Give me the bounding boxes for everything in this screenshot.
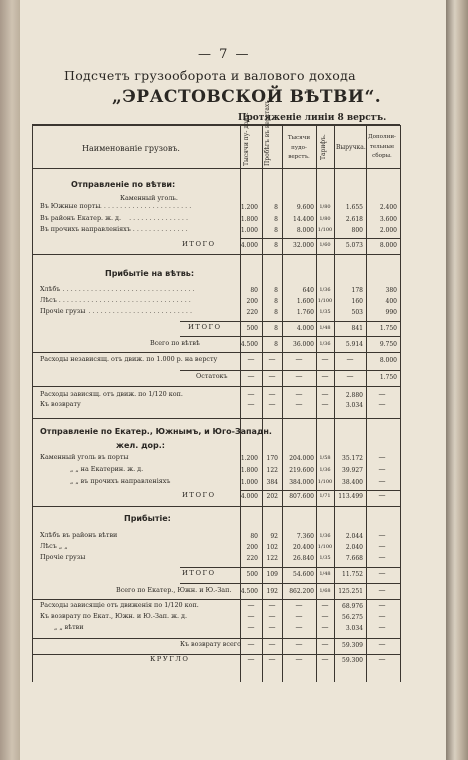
empty-cell: — — [321, 640, 329, 648]
column-header-extra-fees: Дополни- тельные сборы. — [368, 134, 396, 159]
value-cell: 36.000 — [293, 341, 314, 348]
value-cell: 4.000 — [240, 242, 258, 249]
empty-cell: — — [268, 612, 276, 620]
value-cell: 1.800 — [240, 216, 258, 223]
section-heading-arrival: Прибытiе на вѣтвь: — [105, 269, 195, 278]
value-cell: 2.044 — [345, 533, 363, 540]
row-label: Всего по Екатер., Южн. и Ю.-Зап. — [116, 586, 232, 594]
tariff-cell: 1/60 — [319, 242, 331, 248]
row-label: Къ возврату по Екат., Южн. и Ю.-Зап. ж. д. — [40, 612, 187, 620]
row-label: Хлѣбъ — [40, 285, 61, 293]
section-heading-main-lines-2: жел. дор.: — [116, 441, 165, 450]
empty-cell: — — [268, 640, 276, 648]
document-title-branch: „ЭРАСТОВСКОЙ ВѢТВИ“. — [112, 87, 382, 107]
value-cell: 1.000 — [240, 479, 258, 486]
section-heading-dispatch: Отправленiе по вѣтви: — [71, 180, 176, 189]
empty-cell: — — [247, 355, 255, 363]
value-cell: 8 — [274, 287, 278, 294]
value-cell: 59.300 — [342, 657, 363, 664]
row-label: Къ возврату всего — [180, 640, 241, 648]
row-label: Хлѣбъ въ районъ вѣтви — [40, 531, 118, 539]
value-cell: 109 — [266, 571, 278, 578]
row-rule — [32, 599, 400, 600]
row-rule — [32, 352, 400, 353]
row-label: Лѣсъ „ „ — [40, 542, 68, 550]
tariff-cell: 1/36 — [319, 467, 331, 473]
column-header-tariff: Тарифъ. — [320, 134, 327, 160]
value-cell: 80 — [250, 287, 258, 294]
value-cell: 2.400 — [379, 204, 397, 211]
value-cell: 219.600 — [289, 467, 314, 474]
empty-cell: — — [378, 453, 386, 461]
row-rule — [32, 654, 400, 655]
empty-cell: — — [247, 640, 255, 648]
section-heading-main-lines: Отправленiе по Екатер., Южнымъ, и Юго-Западн. — [40, 427, 272, 436]
value-cell: 1.000 — [240, 227, 258, 234]
column-rule — [400, 125, 401, 682]
empty-cell: — — [295, 400, 303, 408]
value-cell: 7.668 — [345, 555, 363, 562]
value-cell: 8.000 — [296, 227, 314, 234]
book-binding-right — [446, 0, 468, 760]
empty-cell: — — [295, 390, 303, 398]
empty-cell: — — [268, 372, 276, 380]
value-cell: 640 — [302, 287, 314, 294]
row-label: Остатокъ — [196, 372, 228, 380]
value-cell: 384 — [266, 479, 278, 486]
value-cell: 200 — [246, 298, 258, 305]
value-cell: 1.200 — [240, 455, 258, 462]
value-cell: 35.172 — [342, 455, 363, 462]
row-rule — [180, 567, 400, 568]
empty-cell: — — [295, 355, 303, 363]
value-cell: 26.840 — [293, 555, 314, 562]
empty-cell: — — [295, 623, 303, 631]
value-cell: 3.600 — [379, 216, 397, 223]
value-cell: 990 — [385, 309, 397, 316]
table-header-rule — [32, 168, 400, 169]
line-length-note: Протяженiе линiи 8 верстъ. — [238, 113, 387, 123]
empty-cell: — — [378, 491, 386, 499]
value-cell: 39.927 — [342, 467, 363, 474]
value-cell: 59.309 — [342, 642, 363, 649]
value-cell: 807.600 — [289, 493, 314, 500]
value-cell: 178 — [351, 287, 363, 294]
tariff-cell: 1/36 — [319, 341, 331, 347]
value-cell: 4.500 — [240, 588, 258, 595]
value-cell: 102 — [266, 544, 278, 551]
value-cell: 204.000 — [289, 455, 314, 462]
leader-dots: . . . . . . . . . . . . . . . — [129, 214, 189, 222]
column-header-thousand-pud-versts: Тысячи пудо- верстъ. — [287, 135, 311, 160]
tariff-cell: 1/35 — [319, 309, 331, 315]
empty-cell: — — [268, 390, 276, 398]
row-rule — [180, 321, 400, 322]
empty-cell: — — [378, 601, 386, 609]
value-cell: 32.000 — [293, 242, 314, 249]
empty-cell: — — [321, 601, 329, 609]
value-cell: 8 — [274, 242, 278, 249]
value-cell: 8 — [274, 298, 278, 305]
empty-cell: — — [378, 400, 386, 408]
value-cell: 5.073 — [345, 242, 363, 249]
value-cell: 8.000 — [379, 242, 397, 249]
tariff-cell: 1/68 — [319, 588, 331, 594]
empty-cell: — — [378, 542, 386, 550]
value-cell: 3.034 — [345, 402, 363, 409]
value-cell: 9.750 — [379, 341, 397, 348]
value-cell: 1.760 — [296, 309, 314, 316]
value-cell: 1.750 — [379, 325, 397, 332]
empty-cell: — — [295, 372, 303, 380]
empty-cell: — — [295, 612, 303, 620]
value-cell: 68.976 — [342, 603, 363, 610]
tariff-cell: 1/80 — [319, 216, 331, 222]
row-rule — [240, 490, 400, 491]
empty-cell: — — [378, 623, 386, 631]
row-rule — [180, 583, 400, 584]
page-number: — 7 — — [198, 47, 251, 62]
tariff-cell: 1/100 — [317, 298, 333, 304]
value-cell: 8 — [274, 341, 278, 348]
value-cell: 20.400 — [293, 544, 314, 551]
tariff-cell: 1/48 — [319, 325, 331, 331]
value-cell: 503 — [351, 309, 363, 316]
empty-cell: — — [378, 586, 386, 594]
value-cell: 8 — [274, 204, 278, 211]
row-label: Въ прочихъ направленiяхъ — [40, 225, 131, 233]
value-cell: 80 — [250, 533, 258, 540]
table-top-rule — [32, 124, 400, 126]
row-rule — [180, 370, 400, 371]
row-label: Расходы независящ. отъ движ. по 1.000 р. на версту — [40, 355, 218, 363]
row-label: Лѣсъ — [40, 296, 57, 304]
value-cell: 9.600 — [296, 204, 314, 211]
value-cell: 113.499 — [338, 493, 363, 500]
empty-cell: — — [321, 612, 329, 620]
empty-cell: — — [378, 569, 386, 577]
value-cell: 122 — [266, 555, 278, 562]
column-header-revenue: Выручка. — [336, 144, 366, 151]
value-cell: 2.880 — [345, 392, 363, 399]
value-cell: 160 — [351, 298, 363, 305]
value-cell: 220 — [246, 555, 258, 562]
value-cell: 170 — [266, 455, 278, 462]
value-cell: 192 — [266, 588, 278, 595]
value-cell: 500 — [246, 325, 258, 332]
value-cell: 8.000 — [379, 357, 397, 364]
tariff-cell: 1/100 — [317, 479, 333, 485]
empty-cell: — — [378, 477, 386, 485]
value-cell: 14.400 — [293, 216, 314, 223]
value-cell: 8 — [274, 309, 278, 316]
empty-cell: — — [268, 601, 276, 609]
value-cell: 8 — [274, 227, 278, 234]
column-header-name: Наименованiе грузовъ. — [82, 144, 180, 153]
value-cell: 862.200 — [289, 588, 314, 595]
value-cell: 4.000 — [240, 493, 258, 500]
empty-cell: — — [295, 640, 303, 648]
empty-cell: — — [268, 655, 276, 663]
tariff-cell: 1/80 — [319, 204, 331, 210]
value-cell: 200 — [246, 544, 258, 551]
row-label: Въ районъ Екатер. ж. д. — [40, 214, 122, 222]
value-cell: 380 — [385, 287, 397, 294]
empty-cell: — — [378, 531, 386, 539]
empty-cell: — — [346, 372, 354, 380]
round-label: КРУГЛО — [150, 655, 190, 663]
value-cell: 11.752 — [342, 571, 363, 578]
value-cell: 3.034 — [345, 625, 363, 632]
itogo-label: ИТОГО — [182, 491, 216, 499]
section-heading-arrival-2: Прибытiе: — [124, 514, 171, 523]
row-rule — [180, 336, 400, 337]
column-header-thousands-pud: Тысячи пу- довъ. — [243, 112, 250, 166]
row-label: Всего по вѣтвѣ — [150, 339, 200, 347]
empty-cell: — — [321, 655, 329, 663]
value-cell: 400 — [385, 298, 397, 305]
empty-cell: — — [247, 612, 255, 620]
value-cell: 5.914 — [345, 341, 363, 348]
leader-dots: . . . . . . . . . . . . . . . . . . . . . . . . . . . . . . . . . — [62, 285, 195, 293]
tariff-cell: 1/58 — [319, 455, 331, 461]
value-cell: 92 — [270, 533, 278, 540]
value-cell: 841 — [351, 325, 363, 332]
value-cell: 2.000 — [379, 227, 397, 234]
tariff-cell: 1/100 — [317, 227, 333, 233]
value-cell: 1.200 — [240, 204, 258, 211]
empty-cell: — — [378, 465, 386, 473]
row-label: „ „ на Екатерин. ж. д. — [70, 465, 144, 473]
empty-cell: — — [247, 601, 255, 609]
value-cell: 1.655 — [345, 204, 363, 211]
value-cell: 122 — [266, 467, 278, 474]
row-label: Къ возврату — [40, 400, 81, 408]
row-rule — [32, 254, 400, 255]
empty-cell: — — [346, 355, 354, 363]
itogo-label: ИТОГО — [182, 569, 216, 577]
value-cell: 8 — [274, 325, 278, 332]
row-label: Каменный уголь въ порты — [40, 453, 129, 461]
empty-cell: — — [321, 623, 329, 631]
value-cell: 4.000 — [296, 325, 314, 332]
tariff-cell: 1/100 — [317, 544, 333, 550]
empty-cell: — — [321, 390, 329, 398]
row-rule — [32, 386, 400, 387]
empty-cell: — — [247, 390, 255, 398]
empty-cell: — — [378, 612, 386, 620]
tariff-cell: 1/35 — [319, 555, 331, 561]
document-title: Подсчетъ грузооборота и валового дохода — [64, 68, 356, 83]
value-cell: 1.750 — [379, 374, 397, 381]
empty-cell: — — [247, 655, 255, 663]
itogo-label: ИТОГО — [188, 323, 222, 331]
value-cell: 56.275 — [342, 614, 363, 621]
row-rule — [240, 238, 400, 239]
empty-cell: — — [321, 355, 329, 363]
empty-cell: — — [378, 553, 386, 561]
leader-dots: . . . . . . . . . . . . . . . . . . . . . . . . . . — [88, 307, 192, 315]
value-cell: 800 — [351, 227, 363, 234]
empty-cell: — — [247, 372, 255, 380]
row-label: „ „ вѣтви — [54, 623, 84, 631]
empty-cell: — — [268, 623, 276, 631]
empty-cell: — — [247, 623, 255, 631]
value-cell: 202 — [266, 493, 278, 500]
value-cell: 2.040 — [345, 544, 363, 551]
empty-cell: — — [295, 655, 303, 663]
value-cell: 54.600 — [293, 571, 314, 578]
value-cell: 125.251 — [338, 588, 363, 595]
empty-cell: — — [378, 640, 386, 648]
value-cell: 500 — [246, 571, 258, 578]
row-label: „ „ въ прочихъ направленiяхъ — [70, 477, 171, 485]
tariff-cell: 1/71 — [319, 493, 331, 499]
value-cell: 2.618 — [345, 216, 363, 223]
book-binding-left — [0, 0, 20, 760]
column-header-distance: Пробѣгъ въ верстахъ. — [264, 97, 271, 166]
value-cell: 220 — [246, 309, 258, 316]
tariff-cell: 1/36 — [319, 287, 331, 293]
value-cell: 7.360 — [296, 533, 314, 540]
empty-cell: — — [321, 400, 329, 408]
empty-cell: — — [378, 655, 386, 663]
value-cell: 38.400 — [342, 479, 363, 486]
empty-cell: — — [268, 355, 276, 363]
empty-cell: — — [247, 400, 255, 408]
row-rule — [32, 638, 400, 639]
leader-dots: . . . . . . . . . . . . . . — [132, 225, 188, 233]
value-cell: 384.000 — [289, 479, 314, 486]
value-cell: 1.800 — [240, 467, 258, 474]
empty-cell: — — [378, 390, 386, 398]
empty-cell: — — [268, 400, 276, 408]
itogo-label: ИТОГО — [182, 240, 216, 248]
row-label: Въ Южные порты — [40, 202, 101, 210]
value-cell: 1.600 — [296, 298, 314, 305]
row-label: Расходы зависящiе отъ движенiя по 1/120 коп. — [40, 601, 199, 609]
tariff-cell: 1/48 — [319, 571, 331, 577]
empty-cell: — — [295, 601, 303, 609]
leader-dots: . . . . . . . . . . . . . . . . . . . . . . . . — [95, 202, 192, 210]
row-label: Прочiе грузы — [40, 553, 86, 561]
tariff-cell: 1/36 — [319, 533, 331, 539]
empty-cell: — — [321, 372, 329, 380]
row-label: Прочiе грузы — [40, 307, 86, 315]
value-cell: 4.500 — [240, 341, 258, 348]
value-cell: 8 — [274, 216, 278, 223]
leader-dots: . . . . . . . . . . . . . . . . . . . . . . . . . . . . . . . . . — [58, 296, 191, 304]
row-rule — [32, 418, 400, 419]
document-page — [20, 0, 446, 760]
row-label: Расходы зависящ. отъ движ. по 1/120 коп. — [40, 390, 183, 398]
row-rule — [32, 506, 400, 507]
subheading-coal: Каменный уголь. — [120, 194, 178, 202]
